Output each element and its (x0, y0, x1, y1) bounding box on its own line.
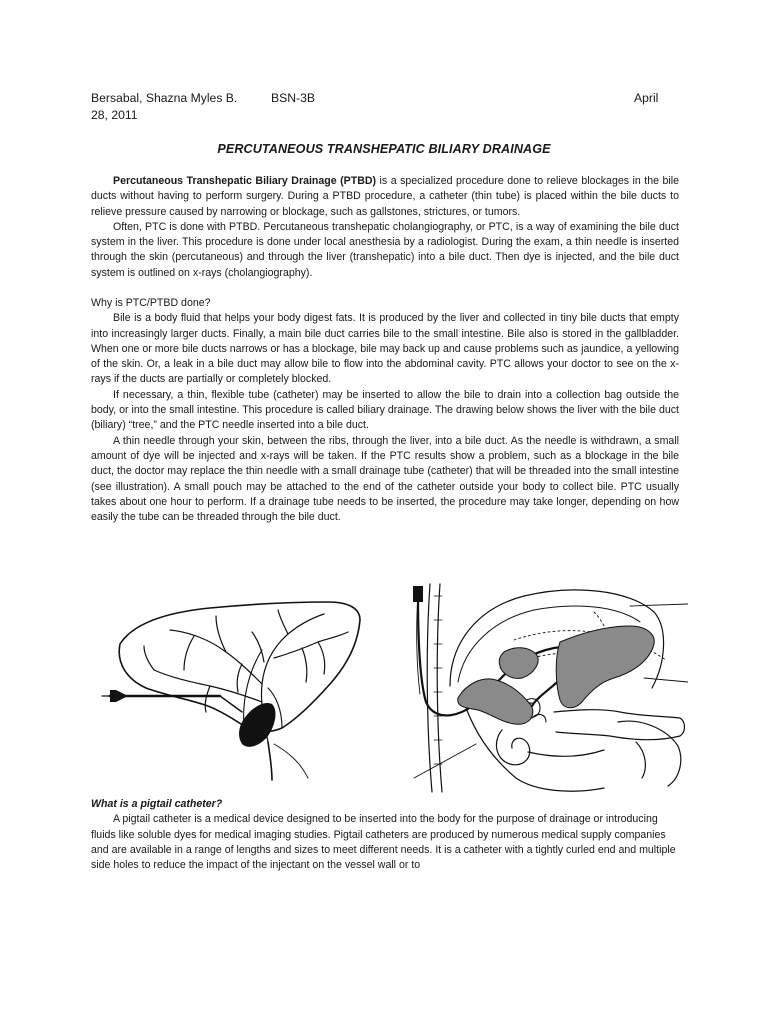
why-paragraph-2: If necessary, a thin, flexible tube (catheter) may be inserted to allow the bile to drain into a collection bag outside the body, or into the small intestine. This procedure is called biliary drainage. The drawing below shows the liver with the bile duct (biliary) “tree,” and the PTC needle inserted into a bile duct. (91, 388, 679, 432)
liver-biliary-tree-illustration (92, 592, 392, 782)
intro-section (91, 174, 679, 281)
why-paragraph-1: Bile is a body fluid that helps your body digest fats. It is produced by the liver and collected in tiny bile ducts that empty into increasingly larger ducts. Finally, a main bile duct carries bile to the small intestine. Bile also is stored in the gallbladder. When one or more bile ducts narrows or has a blockage, bile may back up and cause problems such as jaundice, a yellowing of the skin. Or, a leak in a bile duct may allow bile to flow into the abdominal cavity. PTC allows your doctor to see on the x-rays if the ducts are partially or completely blocked. (91, 312, 679, 386)
label-line-right (644, 678, 688, 682)
date-month: April (634, 91, 659, 105)
intro-paragraph-1-text: is a specialized procedure done to relieve blockages in the bile ducts without having to perform surgery. During a PTBD procedure, a catheter (thin tube) is placed within the bile ducts to relieve pressure caused by narrowing or blockage, such as gallstones, strictures, or tumors. (91, 175, 679, 218)
pigtail-section (91, 797, 679, 873)
needle-hub (110, 690, 116, 702)
pigtail-paragraph-1: A pigtail catheter is a medical device designed to be inserted into the body for the purpose of drainage or introducing fluids like soluble dyes for medical imaging studies. Pigtail catheters are produced by numerous medical supply companies and are available in a range of lengths and sizes to meet different needs. It is a catheter with a tightly curled end and multiple side holes to reduce the impact of the injectant on the vessel wall or to (91, 813, 676, 872)
label-line-top (630, 604, 688, 606)
ptbd-term: Percutaneous Transhepatic Biliary Drainage (PTBD) (113, 175, 377, 187)
date-year: 28, 2011 (91, 108, 138, 122)
abdominal-wall (464, 702, 604, 791)
needle-arrow-icon (116, 690, 128, 702)
gallbladder-shaded (499, 648, 538, 679)
liver-outline (119, 602, 360, 732)
liver-shaded-region (556, 626, 654, 708)
why-heading: Why is PTC/PTBD done? (91, 297, 211, 309)
why-section (91, 296, 679, 525)
intro-paragraph-1 (91, 174, 679, 220)
rib-cage (427, 584, 442, 792)
catheter-bag-icon (413, 586, 423, 602)
intro-paragraph-2: Often, PTC is done with PTBD. Percutaneous transhepatic cholangiography, or PTC, is a way of examining the bile duct system in the liver. This procedure is done under local anesthesia by a radiologist. During the exam, a thin needle is inserted through the skin (percutaneous) and through the liver (transhepatic) into a bile duct. Then dye is injected, and the bile duct system is outlined on x-rays (cholangiography). (91, 220, 679, 279)
pigtail-heading: What is a pigtail catheter? (91, 798, 223, 810)
label-line-left (414, 744, 476, 778)
catheter-placement-illustration (404, 582, 688, 794)
intestine (554, 710, 685, 740)
small-intestine-coil (496, 730, 529, 765)
header-row (91, 91, 661, 107)
duodenum-shaded (458, 679, 533, 724)
vertebra (618, 721, 681, 786)
student-name: Bersabal, Shazna Myles B. (91, 91, 238, 105)
course-section: BSN-3B (271, 91, 316, 105)
why-paragraph-3: A thin needle through your skin, between the ribs, through the liver, into a bile duct. As the needle is withdrawn, a small amount of dye will be injected and x-rays will be taken. If the PTC results show a problem, such as a blockage in the bile duct, the doctor may replace the thin needle with a small drainage tube (catheter) that will be threaded into the small intestine (see illustration). A small pouch may be attached to the end of the catheter outside your body to collect bile. PTC usually takes about one hour to perform. If a drainage tube needs to be inserted, the procedure may take longer, depending on how easily the tube can be threaded through the bile duct. (91, 434, 679, 524)
stomach-curve (528, 750, 604, 756)
gallbladder (239, 703, 275, 747)
document-title: PERCUTANEOUS TRANSHEPATIC BILIARY DRAINAGE (217, 142, 551, 156)
